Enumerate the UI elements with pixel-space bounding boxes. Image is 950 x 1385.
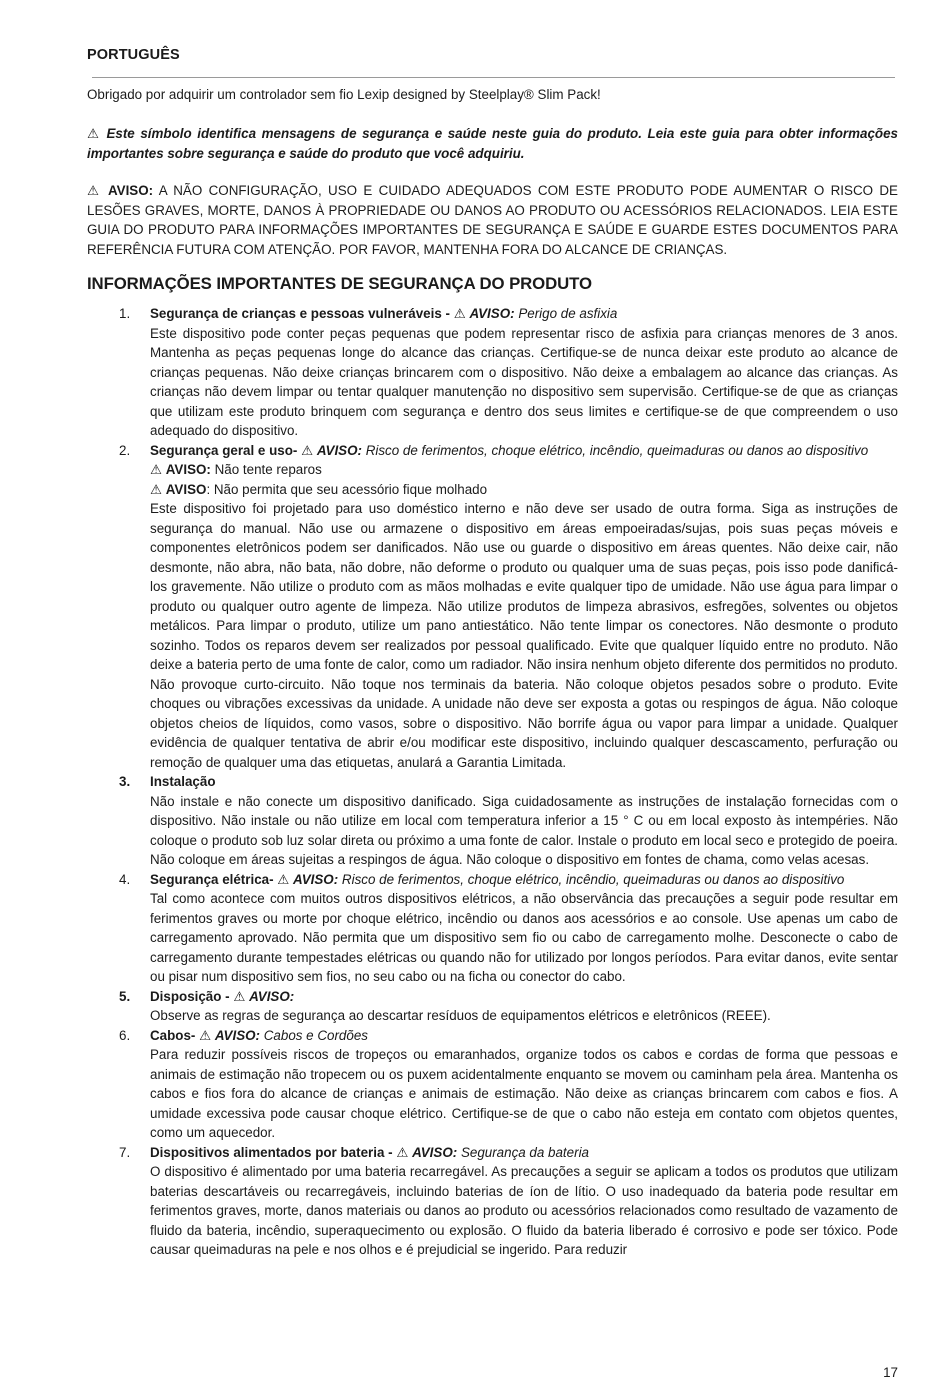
warning-triangle-icon: ⚠ — [87, 183, 102, 198]
section-heading: INFORMAÇÕES IMPORTANTES DE SEGURANÇA DO PRODUTO — [87, 274, 592, 293]
safety-note — [87, 124, 898, 163]
list-item — [87, 1143, 898, 1260]
item-number: 6. — [119, 1027, 131, 1043]
item-body: Para reduzir possíveis riscos de tropeços ou emaranhados, organize todos os cabos e cordas de forma que pessoas e animais de estimação não tropecem ou os puxem acidentalmente enquanto se movem ou caminham pela área. Mantenha os cabos e fios fora do alcance de crianças e animais de estimação. Não deixe as crianças brincarem com cabos e fios. A umidade excessiva pode causar choque elétrico. Certifique-se de que o cabo não esteja em contato com objetos quentes, como um aquecedor. — [150, 1047, 898, 1140]
item-body: O dispositivo é alimentado por uma bateria recarregável. As precauções a seguir se aplicam a todos os produtos que utilizam baterias descartáveis ou recarregáveis, incluindo baterias de íon de lítio. O uso inadequado da bateria pode resultar em ferimentos graves, morte, danos materiais ou danos ao produto ou acessórios relacionados como resultado de vazamento de fluido da bateria, incêndio, superaquecimento ou explosão. O fluido da bateria liberado é corrosivo e pode ser tóxico. Pode causar queimaduras na pele e nos olhos e é prejudicial se ingerido. Para reduzir — [150, 1164, 898, 1257]
language-heading: PORTUGUÊS — [87, 47, 180, 63]
warning-triangle-icon: ⚠ — [453, 306, 466, 321]
item-number: 5. — [119, 988, 131, 1004]
safety-note-text: Este símbolo identifica mensagens de segurança e saúde neste guia do produto. Leia este guia para obter informações importantes sobre segurança e saúde do produto que você adquiriu. — [87, 126, 898, 161]
subwarning-text: : Não permita que seu acessório fique molhado — [206, 481, 488, 497]
item-subtitle: Perigo de asfixia — [518, 306, 618, 321]
item-title — [150, 870, 898, 890]
item-title-text: Segurança elétrica- — [150, 871, 274, 887]
item-title — [150, 772, 898, 792]
item-title — [150, 304, 898, 324]
item-title-text: Cabos- — [150, 1027, 196, 1043]
item-subwarning — [150, 460, 898, 480]
intro-text: Obrigado por adquirir um controlador sem fio Lexip designed by Steelplay® Slim Pack! — [87, 87, 601, 102]
aviso-label: AVISO: — [469, 306, 515, 321]
warning-triangle-icon: ⚠ — [87, 126, 101, 141]
aviso-label: AVISO: — [214, 1027, 261, 1043]
subwarning-text: Não tente reparos — [214, 462, 322, 477]
general-warning — [87, 181, 898, 259]
aviso-label: AVISO — [165, 481, 207, 497]
aviso-label: AVISO: — [412, 1144, 458, 1160]
warning-triangle-icon: ⚠ — [150, 462, 163, 477]
item-subtitle: Risco de ferimentos, choque elétrico, incêndio, queimaduras ou danos ao dispositivo — [365, 442, 869, 458]
warning-triangle-icon: ⚠ — [233, 988, 246, 1004]
item-title — [150, 1026, 898, 1046]
item-title — [150, 1143, 898, 1163]
list-item — [87, 1026, 898, 1143]
list-item — [87, 772, 898, 870]
item-number: 2. — [119, 442, 131, 458]
item-subtitle: Cabos e Cordões — [263, 1027, 368, 1043]
warning-triangle-icon: ⚠ — [277, 871, 290, 887]
warning-triangle-icon: ⚠ — [301, 442, 314, 458]
item-number: 3. — [119, 774, 131, 789]
warning-text: A NÃO CONFIGURAÇÃO, USO E CUIDADO ADEQUADOS COM ESTE PRODUTO PODE AUMENTAR O RISCO DE LESÕES GRAVES, MORTE, DANOS À PROPRIEDADE OU DANOS AO PRODUTO OU ACESSÓRIOS RELACIONADOS. LEIA ESTE GUIA DO PRODUTO PARA INFORMAÇÕES IMPORTANTES DE SEGURANÇA E SAÚDE E GUARDE ESTES DOCUMENTOS PARA REFERÊNCIA FUTURA COM ATENÇÃO. POR FAVOR, MANTENHA FORA DO ALCANCE DE CRIANÇAS. — [87, 183, 898, 257]
item-subwarning — [150, 480, 898, 500]
warning-triangle-icon: ⚠ — [150, 481, 163, 497]
aviso-label: AVISO: — [249, 988, 295, 1004]
item-title — [150, 987, 898, 1007]
item-number: 4. — [119, 871, 131, 887]
safety-list — [87, 304, 898, 1260]
item-body: Não instale e não conecte um dispositivo danificado. Siga cuidadosamente as instruções de instalação fornecidas com o dispositivo. Não instale ou não utilize em local com temperatura inferior a 15 ° C ou em local exposto às intempéries. Não coloque o produto sob luz solar direta ou próximo a uma fonte de calor. Instale o produto em local seco e protegido de poeira. Não coloque em áreas sujeitas a respingos de água. Não coloque o dispositivo em fontes de chama, como velas acesas. — [150, 793, 898, 867]
heading-divider — [92, 77, 895, 78]
list-item — [87, 870, 898, 987]
page-number: 17 — [883, 1365, 898, 1380]
item-title-text: Disposição - — [150, 988, 230, 1004]
item-subtitle: Risco de ferimentos, choque elétrico, incêndio, queimaduras ou danos ao dispositivo — [341, 871, 845, 887]
aviso-label: AVISO: — [165, 462, 211, 477]
item-number: 7. — [119, 1144, 131, 1160]
item-title-text: Instalação — [150, 774, 216, 789]
item-body: Este dispositivo pode conter peças pequenas que podem representar risco de asfixia para crianças menores de 3 anos. Mantenha as peças pequenas longe do alcance das crianças. Certifique-se de nunca deixar este produto ao alcance de crianças pequenas. Não deixe crianças brincarem com o dispositivo. Não deixe a embalagem ao alcance das crianças. As crianças não devem limpar ou tentar qualquer manutenção no dispositivo sem supervisão. Certifique-se de que as crianças que utilizam este produto brinquem com segurança e dentro dos seus limites e certifique-se de que compreendem o uso adequado do dispositivo. — [150, 325, 898, 438]
warning-triangle-icon: ⚠ — [199, 1027, 212, 1043]
aviso-label: AVISO: — [316, 442, 362, 458]
aviso-label: AVISO: — [293, 871, 339, 887]
list-item — [87, 987, 898, 1026]
warning-label: AVISO: — [107, 183, 154, 198]
item-title-text: Dispositivos alimentados por bateria - — [150, 1144, 393, 1160]
item-title-text: Segurança de crianças e pessoas vulneráveis - — [150, 306, 450, 321]
list-item — [87, 304, 898, 441]
item-body: Este dispositivo foi projetado para uso doméstico interno e não deve ser usado de outra forma. Siga as instruções de segurança do manual. Não use ou armazene o dispositivo em áreas empoeiradas/sujas, pois suas peças móveis e componentes eletrônicos podem ser danificados. Não use ou guarde o dispositivo em áreas quentes. Não deixe cair, não desmonte, não abra, não bata, não dobre, não deforme o produto ou qualquer uma de suas peças, pois isso pode danificá-los gravemente. Não utilize o produto com as mãos molhadas e evite qualquer tipo de umidade. Não use água para limpar o produto ou qualquer outro agente de limpeza. Não utilize produtos de limpeza abrasivos, esfregões, solventes ou objetos metálicos. Para limpar o produto, utilize um pano antiestático. Não tente limpar os conectores. Não desmonte o produto sozinho. Todos os reparos devem ser realizados por pessoal qualificado. Evite que qualquer líquido entre no produto. Não deixe a bateria perto de uma fonte de calor, como um radiador. Não insira nenhum objeto diferente dos permitidos no produto. Não provoque curto-circuito. Não toque nos terminais da bateria. Não coloque objetos pesados sobre o produto. Evite choques ou vibrações excessivas da unidade. A unidade não deve ser exposta a gotas ou respingos de água. Não coloque objetos cheios de líquidos, como vasos, sobre o dispositivo. Não borrife água ou vapor para limpar a unidade. Qualquer evidência de qualquer tentativa de abrir e/ou modificar este dispositivo, incluindo qualquer descascamento, perfuração ou remoção de qualquer uma das etiquetas, anulará a Garantia Limitada. — [150, 501, 898, 770]
item-body: Observe as regras de segurança ao descartar resíduos de equipamentos elétricos e eletrônicos (REEE). — [150, 1008, 771, 1023]
warning-triangle-icon: ⚠ — [396, 1144, 409, 1160]
list-item — [87, 441, 898, 773]
item-number: 1. — [119, 306, 131, 321]
item-body: Tal como acontece com muitos outros dispositivos elétricos, a não observância das precauções a seguir pode resultar em ferimentos graves ou morte por choque elétrico, incêndio ou danos aos acessórios e ao console. Use apenas um cabo de carregamento aprovado. Não permita que um dispositivo sem fio ou cabo de carregamento molhe. Desconecte o cabo de carregamento durante tempestades elétricas ou quando não for utilizado por longos períodos. Para evitar danos, evite sentar ou pisar num dispositivo sem fios, no seu cabo ou na ficha ou conector do cabo. — [150, 891, 898, 984]
item-title-text: Segurança geral e uso- — [150, 442, 298, 458]
item-title — [150, 441, 898, 461]
item-subtitle: Segurança da bateria — [460, 1144, 589, 1160]
